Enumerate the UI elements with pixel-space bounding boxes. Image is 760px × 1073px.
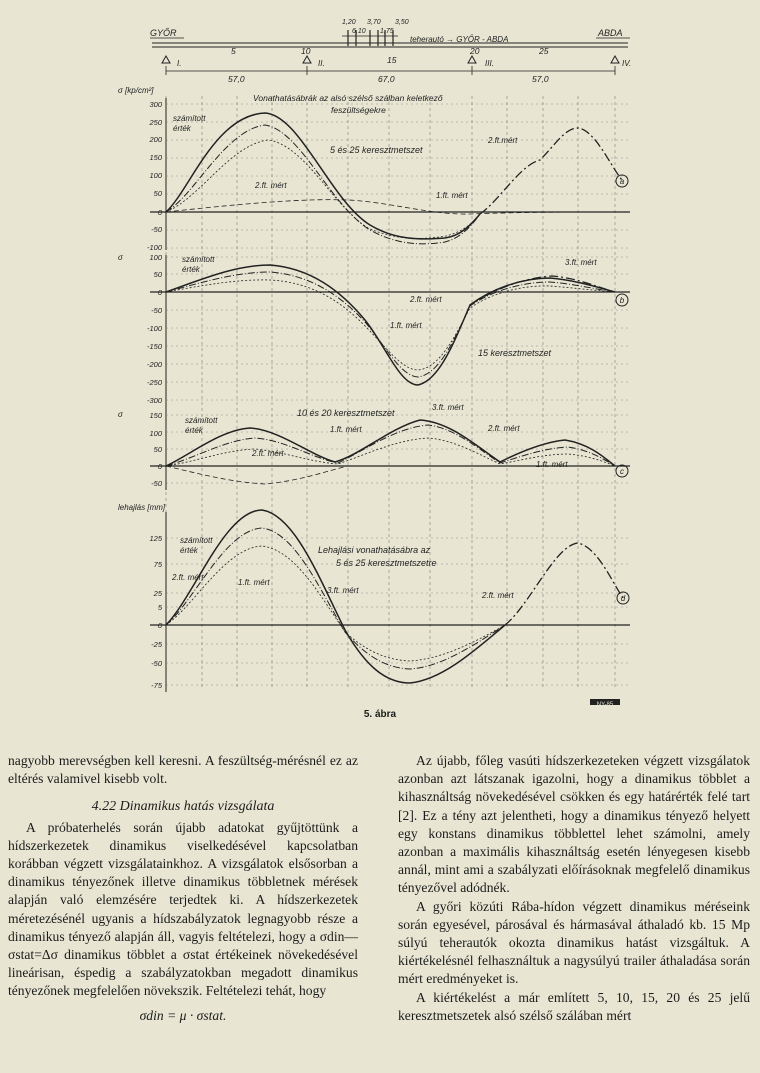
- panel-b-section-label: 15 keresztmetszet: [478, 348, 552, 358]
- panel-b-label-3ft: 3.ft. mért: [565, 258, 597, 267]
- panel-b-y-axis-label: σ: [118, 253, 123, 262]
- panel-a-tick: 250: [149, 118, 162, 127]
- panel-b-tick: 50: [153, 270, 162, 279]
- panel-a-title-line2: feszültségekre: [331, 105, 386, 115]
- panel-a-tick: 200: [149, 135, 162, 144]
- panel-d-title-line1: Lehajlási vonathatásábra az: [318, 545, 431, 555]
- right-paragraph-3: A kiértékelést a már említett 5, 10, 15, 20 és 25 jelű keresztmetszetek alsó szélső szálában mért: [398, 989, 750, 1023]
- figure-caption: 5. ábra: [363, 709, 397, 720]
- panel-a-y-axis-label: σ [kp/cm²]: [118, 86, 154, 95]
- panel-c-tick: 150: [149, 411, 162, 420]
- load-label-4: 1,75: [380, 28, 394, 35]
- panel-a-tick: 0: [157, 208, 162, 217]
- span-1-label: 57,0: [228, 74, 245, 84]
- section-10-label: 10: [301, 46, 311, 56]
- panel-b-label-value: érték: [182, 265, 200, 274]
- left-paragraph-2: A próbaterhelés során újabb adatokat gyűjtöttünk a hídszerkezetek dinamikus viselkedésével kapcsolatban korábban végzett vizsgálatainkhoz. A vizsgálatok elsősorban a dinamikus tényezőnek illetve dinamikus többletnek mérések alapján való elemzésére terjedtek ki. A hídszerkezetek méretezésénél ugyanis a hídszabályzatok legnagyobb része a dinamikus tényező alapján áll, vagyis feltételezi, hogy a σdin—σstat=Δσ dinamikus többlet a σstat értékeinek növekedésével lineárisan, éspedig a szabályzatokban megadott dinamikus tényezőnek megfelelően növekszik. Feltételezi tehát, hogy: [8, 819, 358, 999]
- right-end-label: ABDA: [598, 28, 623, 38]
- panel-a-tick: -100: [146, 243, 162, 252]
- panel-c-tick: 100: [149, 429, 162, 438]
- panel-b-tick: -200: [146, 360, 162, 369]
- panel-d-calculated-curve: [166, 510, 505, 683]
- section-15-label: 15: [387, 55, 397, 65]
- panel-d-letter: d: [620, 594, 626, 603]
- panel-b: [118, 253, 630, 412]
- panel-d-tick: 75: [153, 560, 162, 569]
- panel-a-tick: 300: [149, 100, 162, 109]
- panel-b-tick: -50: [151, 306, 162, 315]
- load-label-3: 3,70: [367, 19, 381, 26]
- figure-stamp: NY-85: [596, 702, 614, 705]
- panel-d-label-3ft: 3.ft. mért: [327, 586, 359, 595]
- panel-d-tick: 0: [157, 621, 162, 630]
- panel-c-negative-curve: [166, 466, 348, 484]
- load-label-5: 3,50: [395, 19, 409, 26]
- panel-d-tick: -50: [151, 659, 162, 668]
- support-I-label: I.: [177, 59, 182, 68]
- panel-a-label-2ft: 2.ft.mért: [488, 136, 518, 145]
- panel-c-label-1ft: 1.ft. mért: [330, 425, 362, 434]
- section-20-label: 20: [470, 46, 480, 56]
- panel-c-label-1ft-right: 1.ft. mért: [536, 460, 568, 469]
- span-2-label: 67,0: [378, 74, 395, 84]
- panel-b-tick: -150: [146, 342, 162, 351]
- panel-b-tick-labels: [147, 253, 163, 405]
- section-heading: 4.22 Dinamikus hatás vizsgálata: [91, 799, 275, 815]
- panel-c-label-calculated: számított: [185, 416, 218, 425]
- panel-d-right-span-curve: [505, 543, 625, 625]
- panel-b-tick: 100: [149, 253, 162, 262]
- formula: σdin = μ · σstat.: [139, 1007, 227, 1023]
- panel-d-label-2ft-left: 2.ft. mért: [172, 573, 204, 582]
- panel-d-y-axis-label: lehajlás [mm]: [118, 503, 166, 512]
- panel-b-tick: -100: [146, 324, 162, 333]
- panel-c-tick: 0: [157, 462, 162, 471]
- panel-b-label-1ft: 1.ft. mért: [390, 321, 422, 330]
- panel-d-tick: -25: [151, 640, 162, 649]
- bridge-schematic: [150, 19, 631, 84]
- panel-a: [118, 86, 630, 252]
- panel-a-label-calculated: számított: [173, 114, 206, 123]
- panel-b-tick: -250: [146, 378, 162, 387]
- panel-a-tick: 50: [153, 189, 162, 198]
- panel-c-y-axis-label: σ: [118, 410, 123, 419]
- panel-d-tick: 5: [157, 603, 162, 612]
- right-column: [398, 752, 750, 1025]
- panel-d-title-line2: 5 és 25 keresztmetszetre: [336, 558, 437, 568]
- panel-c-label-3ft: 3.ft. mért: [432, 403, 464, 412]
- panel-d-label-1ft: 1.ft. mért: [238, 578, 270, 587]
- panel-c-label-2ft-right: 2.ft. mért: [488, 424, 520, 433]
- panel-a-measured-2ft-curve: [166, 125, 480, 244]
- panel-d-tick: -75: [151, 681, 162, 690]
- panel-a-section-label: 5 és 25 keresztmetszet: [330, 145, 423, 155]
- right-paragraph-1: Az újabb, főleg vasúti hídszerkezeteken végzett vizsgálatok azonban azt látszanak igazolni, hogy a dinamikus többlet a kihasználtság növekedésével csökken és egy határérték felé tart [2]. Ez a tény azt jelentheti, hogy a dinamikus tényező helyett egy konstans dinamikus többlettel lehet számolni, amely azonban a maximális kihasználtság esetén lényegesen kisebb annál, mint ami a szabályzati előírásoknak megfelelő dinamikus tényezővel adódnék.: [398, 753, 750, 896]
- left-paragraph-1: nagyobb merevségben kell keresni. A feszültség-mérésnél ez az eltérés valamivel kisebb volt.: [8, 753, 358, 787]
- panel-d: [118, 503, 630, 692]
- panel-c-tick: 50: [153, 445, 162, 454]
- panel-b-label-calculated: számított: [182, 255, 215, 264]
- panel-d-tick: 125: [149, 534, 162, 543]
- panel-a-tick-labels: [147, 100, 163, 252]
- panel-b-letter: b: [619, 296, 625, 305]
- panel-c: [118, 403, 630, 490]
- panel-a-letter: a: [619, 177, 625, 186]
- panel-a-tick: -50: [151, 225, 162, 234]
- panel-c-letter: c: [620, 467, 624, 476]
- left-column: [8, 752, 358, 1025]
- panel-d-label-2ft-right: 2.ft. mért: [482, 591, 514, 600]
- left-end-label: GYŐR: [150, 28, 177, 38]
- right-paragraph-2: A győri közúti Rába-hídon végzett dinamikus méréseink során egyesével, párosával és hármasával áthaladó kb. 15 Mp súlyú teherautók okozta dinamikus hatást vizsgáltuk. A kiértékelésnél felhasználtuk a nagysúlyú trailer áthaladása során mért eredményeket is.: [398, 898, 750, 987]
- truck-note: teherautó → GYŐR - ABDA: [410, 35, 509, 44]
- section-25-label: 25: [539, 46, 549, 56]
- panel-b-measured-3ft-curve: [470, 276, 615, 305]
- vertical-grid: [166, 96, 615, 690]
- span-3-label: 57,0: [532, 74, 549, 84]
- load-label-2: 6,10: [352, 28, 366, 35]
- support-II-label: II.: [318, 59, 325, 68]
- panel-a-tick: 150: [149, 153, 162, 162]
- panel-a-title-line1: Vonathatásábrák az alsó szélső szálban keletkező: [253, 93, 443, 103]
- panel-d-label-value: érték: [180, 546, 198, 555]
- panel-d-tick: 25: [153, 589, 162, 598]
- load-label-1: 1,20: [342, 19, 356, 26]
- panel-a-label-1ft: 1.ft. mért: [436, 191, 468, 200]
- panel-d-label-calculated: számított: [180, 536, 213, 545]
- panel-a-measured-1ft-curve: [166, 140, 480, 238]
- section-5-label: 5: [231, 46, 236, 56]
- panel-a-tick: 100: [149, 171, 162, 180]
- panel-c-label-value: érték: [185, 426, 203, 435]
- panel-a-label-2ft-measured: 2.ft. mért: [255, 181, 287, 190]
- panel-c-label-2ft-left: 2.ft. mért: [252, 449, 284, 458]
- panel-d-tick-labels: [149, 534, 162, 690]
- panel-b-tick: -300: [146, 396, 162, 405]
- support-IV-label: IV.: [622, 59, 632, 68]
- panel-b-label-2ft: 2.ft. mért: [410, 295, 442, 304]
- panel-c-tick-labels: [149, 411, 162, 488]
- panel-b-tick: 0: [157, 288, 162, 297]
- panel-c-section-label: 10 és 20 keresztmetszet: [297, 408, 395, 418]
- support-III-label: III.: [485, 59, 494, 68]
- panel-c-tick: -50: [151, 479, 162, 488]
- panel-a-label-value: érték: [173, 124, 191, 133]
